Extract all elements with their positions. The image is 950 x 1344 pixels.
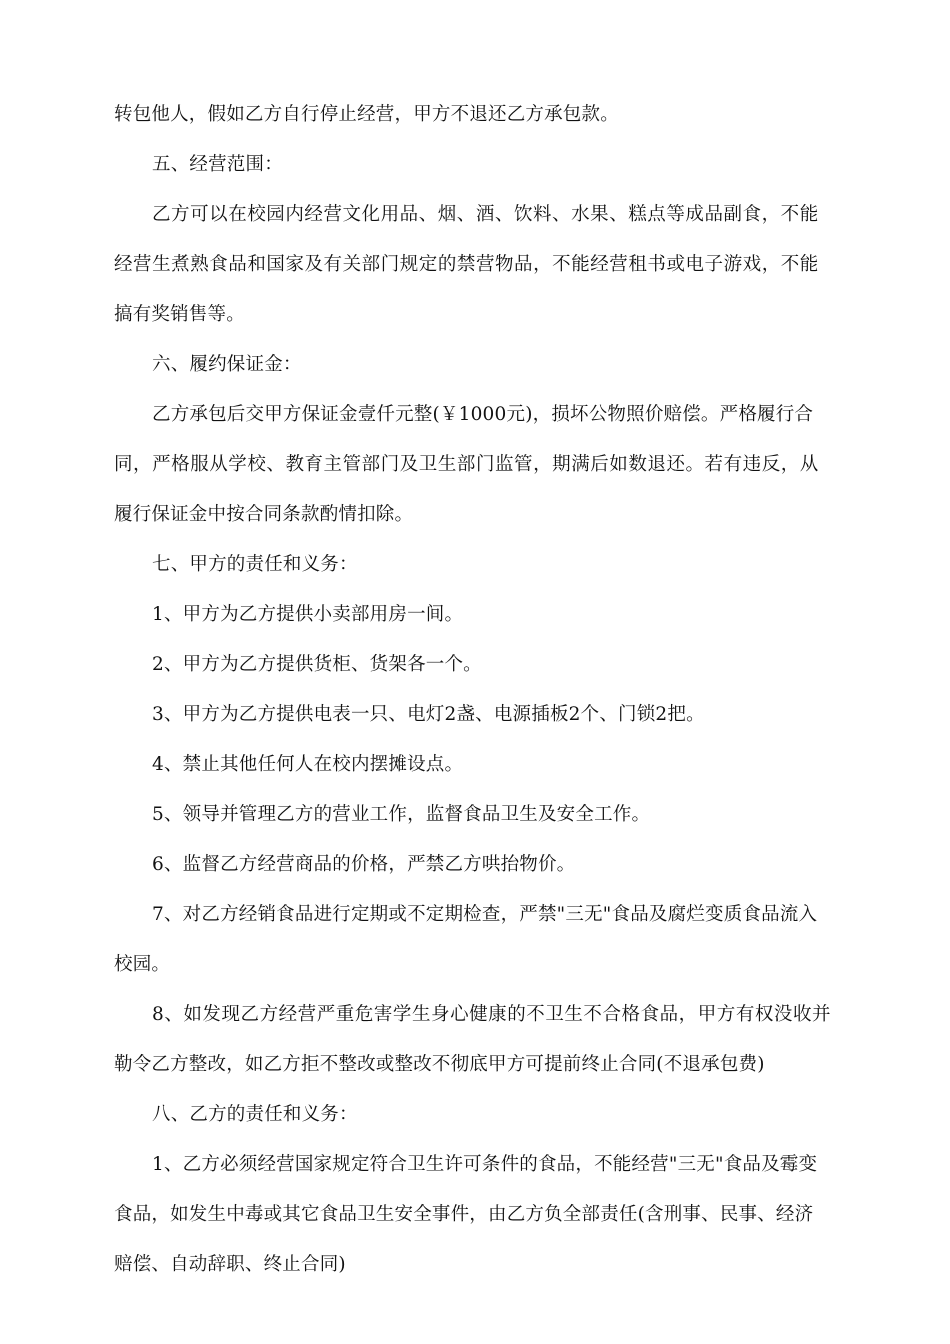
list-item: 3、甲方为乙方提供电表一只、电灯2盏、电源插板2个、门锁2把。 [152, 704, 705, 725]
list-item: 7、对乙方经销食品进行定期或不定期检查，严禁"三无"食品及腐烂变质食品流入 [152, 904, 818, 925]
paragraph-line: 同，严格服从学校、教育主管部门及卫生部门监管，期满后如数退还。若有违反，从 [114, 454, 819, 475]
section-heading: 七、甲方的责任和义务： [152, 554, 358, 575]
paragraph-line: 搞有奖销售等。 [114, 304, 245, 325]
list-item: 4、禁止其他任何人在校内摆摊设点。 [152, 754, 464, 775]
paragraph-line: 乙方承包后交甲方保证金壹仟元整(￥1000元)，损坏公物照价赔偿。严格履行合 [152, 404, 814, 425]
section-heading: 五、经营范围： [152, 154, 283, 175]
paragraph-line: 履行保证金中按合同条款酌情扣除。 [114, 504, 414, 525]
list-item: 1、甲方为乙方提供小卖部用房一间。 [152, 604, 464, 625]
list-item: 2、甲方为乙方提供货柜、货架各一个。 [152, 654, 482, 675]
section-heading: 八、乙方的责任和义务： [152, 1104, 358, 1125]
paragraph-line: 勒令乙方整改，如乙方拒不整改或整改不彻底甲方可提前终止合同(不退承包费) [114, 1054, 765, 1075]
section-heading: 六、履约保证金： [152, 354, 302, 375]
paragraph-line: 乙方可以在校园内经营文化用品、烟、酒、饮料、水果、糕点等成品副食，不能 [152, 204, 819, 225]
paragraph-line: 转包他人，假如乙方自行停止经营，甲方不退还乙方承包款。 [114, 104, 619, 125]
paragraph-line: 校园。 [114, 954, 171, 975]
paragraph-line: 经营生煮熟食品和国家及有关部门规定的禁营物品，不能经营租书或电子游戏，不能 [114, 254, 819, 275]
list-item: 8、如发现乙方经营严重危害学生身心健康的不卫生不合格食品，甲方有权没收并 [152, 1004, 832, 1025]
list-item: 6、监督乙方经营商品的价格，严禁乙方哄抬物价。 [152, 854, 576, 875]
paragraph-line: 赔偿、自动辞职、终止合同) [114, 1254, 346, 1275]
list-item: 1、乙方必须经营国家规定符合卫生许可条件的食品，不能经营"三无"食品及霉变 [152, 1154, 818, 1175]
list-item: 5、领导并管理乙方的营业工作，监督食品卫生及安全工作。 [152, 804, 651, 825]
paragraph-line: 食品，如发生中毒或其它食品卫生安全事件，由乙方负全部责任(含刑事、民事、经济 [114, 1204, 814, 1225]
